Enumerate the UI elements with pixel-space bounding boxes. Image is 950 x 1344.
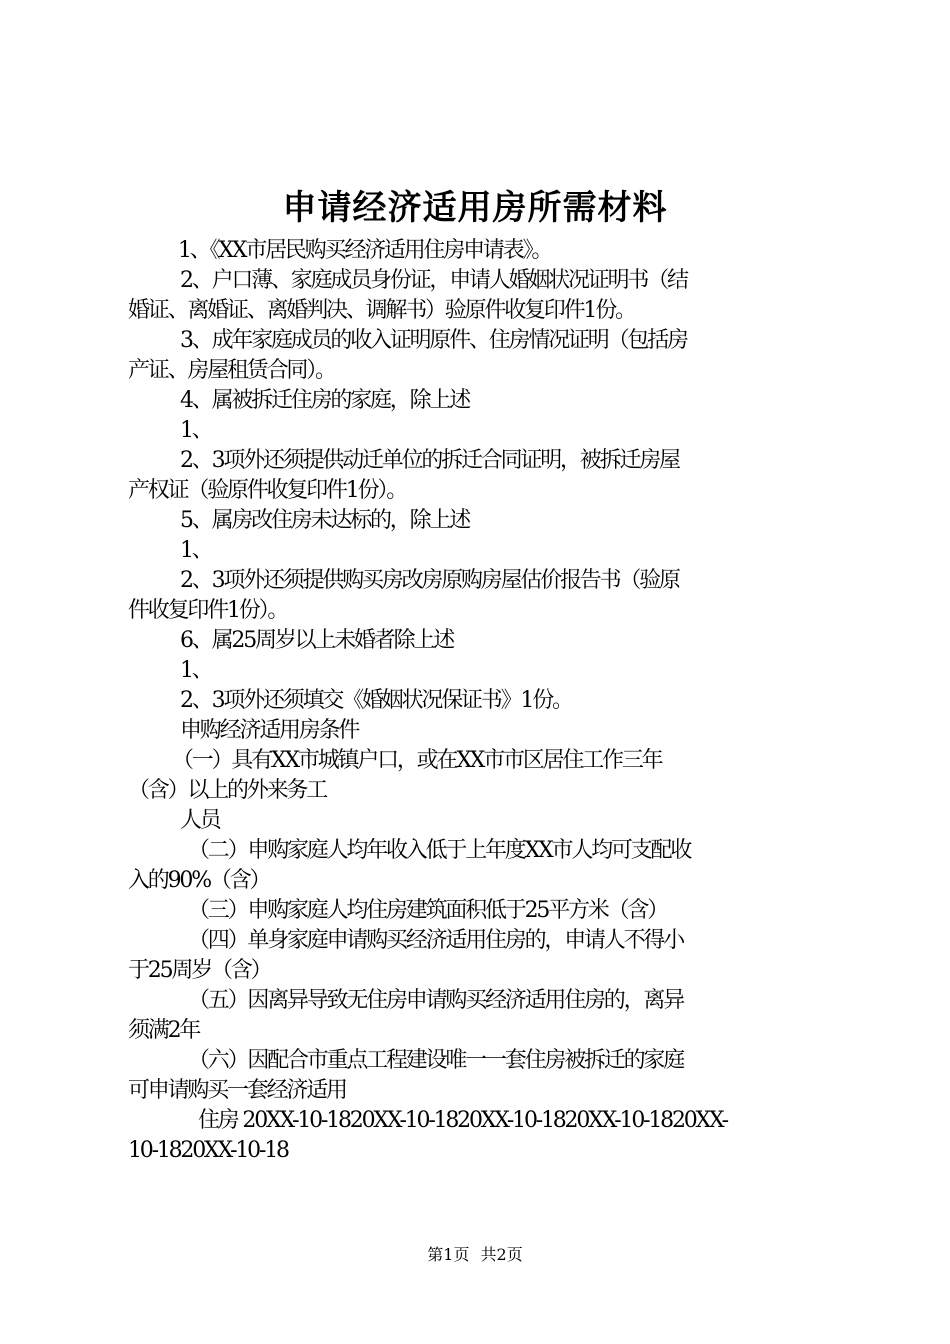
paragraph-line: 2、3项外还须填交《婚姻状况保证书》1份。 [180,688,572,713]
paragraph-line: 6、属25周岁以上未婚者除上述 [180,628,453,653]
paragraph-line: 2、3项外还须提供购买房改房原购房屋估价报告书（验原 [180,568,679,593]
page-footer [0,1244,950,1266]
paragraph-line: 产权证（验原件收复印件1份）。 [128,478,406,503]
paragraph-line: 1、《XX市居民购买经济适用住房申请表》。 [178,238,552,263]
paragraph-line: 1、 [180,658,212,683]
page-total: 共2页 [480,1245,523,1264]
document-body [128,236,833,1166]
paragraph-line: 于25周岁（含） [128,958,271,983]
paragraph-line: 人员 [180,808,220,833]
page-number: 第1页 [427,1245,470,1264]
section-heading: 申购经济适用房条件 [180,718,359,743]
paragraph-line: （四）单身家庭申请购买经济适用住房的，申请人不得小 [188,928,684,953]
paragraph-line: 件收复印件1份）。 [128,598,288,623]
paragraph-line: 10-1820XX-10-18 [128,1138,288,1163]
paragraph-line: （六）因配合市重点工程建设唯一一套住房被拆迁的家庭 [188,1048,684,1073]
paragraph-line: 可申请购买一套经济适用 [128,1078,346,1103]
paragraph-line: 住房 20XX-10-1820XX-10-1820XX-10-1820XX-10-1820XX- [198,1108,727,1133]
paragraph-line: 4、属被拆迁住房的家庭，除上述 [180,388,469,413]
paragraph-line: 须满2年 [128,1018,200,1043]
paragraph-line: （三）申购家庭人均住房建筑面积低于25平方米（含） [188,898,667,923]
paragraph-line: 2、户口薄、家庭成员身份证，申请人婚姻状况证明书（结 [180,268,687,293]
paragraph-line: 3、成年家庭成员的收入证明原件、住房情况证明（包括房 [180,328,687,353]
paragraph-line: （二）申购家庭人均年收入低于上年度XX市人均可支配收 [188,838,691,863]
paragraph-line: （含）以上的外来务工 [128,778,327,803]
paragraph-line: （一）具有XX市城镇户口，或在XX市市区居住工作三年 [172,748,662,773]
paragraph-line: 1、 [180,418,212,443]
document-title: 申请经济适用房所需材料 [282,188,668,228]
paragraph-line: （五）因离异导致无住房申请购买经济适用住房的，离异 [188,988,684,1013]
paragraph-line: 入的90%（含） [128,868,270,893]
paragraph-line: 1、 [180,538,212,563]
paragraph-line: 2、3项外还须提供动迁单位的拆迁合同证明，被拆迁房屋 [180,448,679,473]
paragraph-line: 5、属房改住房未达标的，除上述 [180,508,469,533]
paragraph-line: 婚证、离婚证、离婚判决、调解书）验原件收复印件1份。 [128,298,635,323]
paragraph-line: 产证、房屋租赁合同）。 [128,358,335,383]
